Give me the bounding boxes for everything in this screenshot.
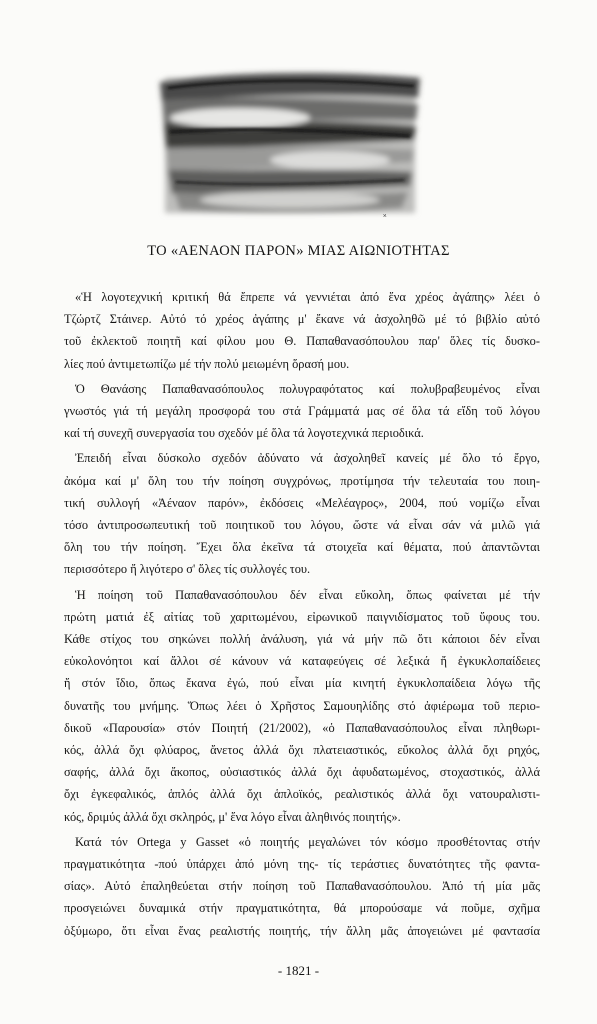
text-line: ὀξύμωρο, ὅτι εἶναι ἕνας ρεαλιστής ποιητής, τήν ἄλλη μᾶς ἀπογειώνει μέ φαντασία [64, 923, 540, 938]
text-line: σίας». Αὐτό ἐπαληθεύεται στήν ποίηση τοῦ Παπαθανασόπουλου. Ἀπό τή μία μᾶς [64, 879, 540, 894]
paragraph [64, 447, 540, 580]
text-line: ὅλη του τήν ποίηση. Ἔχει ὅλα ἐκεῖνα τά στοιχεῖα καί θέματα, πού ἀπαντῶνται [64, 540, 540, 555]
sky-illustration [0, 0, 597, 240]
text-line: Κάθε στίχος του σηκώνει πολλή ἀνάλυση, γιά νά μήν πῶ ὅτι κάποιοι δέν εἶναι [64, 632, 540, 647]
text-line: περισσότερο ἤ λιγότερο σ' ὅλες τίς συλλογές του. [64, 562, 311, 577]
svg-text:ϰ: ϰ [383, 213, 387, 219]
text-line: προσγειώνει δυναμικά στήν πραγματικότητα, θά μπορούσαμε νά ποῦμε, σχῆμα [64, 901, 540, 916]
text-line: δικοῦ «Παρουσία» στόν Ποιητή (21/2002), «ὁ Παπαθανασόπουλος εἶναι πληθωρι- [64, 720, 540, 735]
text-line: τόσο ἀντιπροσωπευτική τοῦ ποιητικοῦ του λόγου, ὥστε νά εἶναι σάν νά μιλῶ γιά [64, 518, 540, 533]
paragraph [64, 378, 540, 445]
text-line: Κατά τόν Ortega y Gasset «ὁ ποιητής μεγαλώνει τόν κόσμο προσθέτοντας στήν [75, 834, 540, 849]
text-line: ἤ στόν ἴδιο, ὅπως ἔκανα ἐγώ, πού εἶναι μία κινητή ἐγκυκλοπαίδεια λόγω τῆς [64, 676, 540, 691]
text-line: εὐκολονόητοι καί ἄλλοι σέ κάνουν νά καταφεύγεις σέ λεξικά ἤ ἐγκυκλοπαίδειες [64, 654, 540, 669]
text-line: πρώτη ματιά ἐξ αἰτίας τοῦ χαριτωμένου, εἰρωνικοῦ παιγνιδίσματος τοῦ ὕφους του. [64, 609, 540, 624]
text-line: Ἐπειδή εἶναι δύσκολο σχεδόν ἀδύνατο νά ἀσχοληθεῖ κανείς μέ ὅλο τό ἔργο, [75, 451, 540, 466]
page-number: - 1821 - [277, 963, 320, 978]
text-line: Τζώρτζ Στάινερ. Αὐτό τό χρέος ἀγάπης μ' ἔκανε νά ἀσχοληθῶ μέ τό βιβλίο αὐτό [64, 312, 540, 327]
paragraph [64, 584, 540, 828]
text-line: ἀκόμα καί μ' ὅλη του τήν ποίηση συγχρόνως, προτίμησα τήν τελευταία του ποιη- [64, 473, 540, 488]
text-line: τοῦ ἐκλεκτοῦ ποιητῆ καί φίλου μου Θ. Παπαθανασόπουλου παρ' ὅλες τίς δυσκο- [64, 334, 540, 349]
text-line: ὄχι ἐγκεφαλικός, ἁπλός ἀλλά ὄχι ἁπλοϊκός, ρεαλιστικός ἀλλά ὄχι νατουραλιστι- [64, 787, 540, 802]
text-line: Ὁ Θανάσης Παπαθανασόπουλος πολυγραφότατος καί πολυβραβευμένος εἶναι [75, 381, 540, 396]
paragraph [64, 831, 540, 942]
paragraph [64, 286, 540, 375]
text-line: λίες πού ἀντιμετωπίζω μέ τήν πολύ μειωμένη ὅρασή μου. [64, 356, 350, 371]
text-line: γνωστός γιά τή μεγάλη προσφορά του στά Γράμματά μας σέ ὅλα τά εἴδη τοῦ λόγου [64, 404, 540, 419]
chapter-title: ΤΟ «ΑΕΝΑΟΝ ΠΑΡΟΝ» ΜΙΑΣ ΑΙΩΝΙΟΤΗΤΑΣ [147, 243, 450, 259]
text-line: κός, δριμύς ἀλλά ὄχι σκληρός, μ' ἕνα λόγο εἶναι ἀληθινός ποιητής». [64, 809, 401, 824]
text-line: δυνατῆς του μνήμης. Ὅπως λέει ὁ Χρῆστος Σαμουηλίδης στό ἀφιέρωμα τοῦ περιο- [64, 698, 540, 713]
text-line: σαφής, ἀλλά ὄχι ἄκοπος, οὐσιαστικός ἀλλά ὄχι ἀφυδατωμένος, στοχαστικός, ἀλλά [64, 765, 540, 780]
text-line: Ἡ ποίηση τοῦ Παπαθανασόπουλου δέν εἶναι εὔκολη, ὅπως φαίνεται μέ τήν [75, 587, 540, 602]
text-line: «Ἡ λογοτεχνική κριτική θά ἔπρεπε νά γεννιέται ἀπό ἕνα χρέος ἀγάπης» λέει ὁ [75, 290, 540, 304]
text-line: τική συλλογή «Ἀέναον παρόν», ἐκδόσεις «Μελέαγρος», 2004, πού νομίζω εἶναι [64, 495, 540, 510]
text-body [64, 286, 540, 945]
text-line: πραγματικότητα -πού ὑπάρχει ἀπό μόνη της- τίς τεράστιες δυνατότητες τῆς φαντα- [64, 857, 540, 872]
text-line: καί τή συνεχῆ συνεργασία του σχεδόν μέ ὅλα τά λογοτεχνικά περιοδικά. [64, 426, 424, 441]
text-line: κός, ἀλλά ὄχι φλύαρος, ἄνετος ἀλλά ὄχι πλατειαστικός, εὔκολος ἀλλά ὄχι ρηχός, [64, 743, 540, 758]
